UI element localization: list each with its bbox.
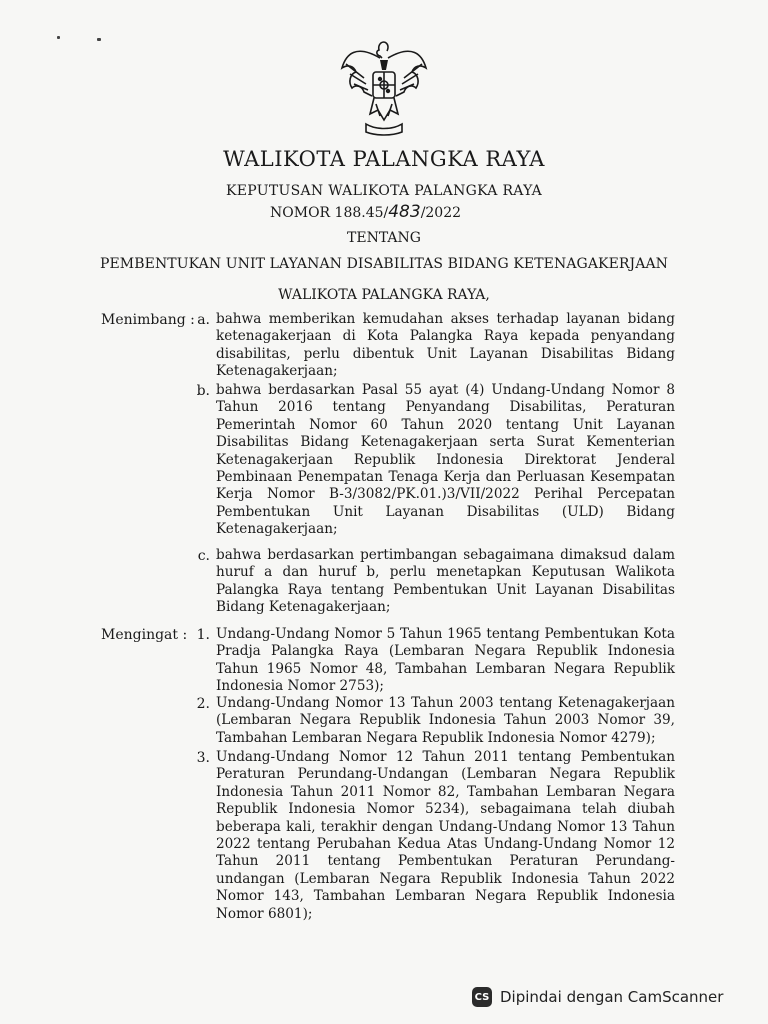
- camscanner-watermark: [472, 982, 762, 1012]
- scan-speck: [57, 36, 60, 39]
- decree-subject: PEMBENTUKAN UNIT LAYANAN DISABILITAS BIDANG KETENAGAKERJAAN: [99, 256, 669, 272]
- mayor-heading: WALIKOTA PALANGKA RAYA,: [278, 287, 490, 303]
- camscanner-text: Dipindai dengan CamScanner: [500, 988, 724, 1006]
- camscanner-icon: CS: [472, 987, 492, 1007]
- scan-speck: [97, 38, 101, 41]
- decree-heading: KEPUTUSAN WALIKOTA PALANGKA RAYA: [226, 183, 542, 199]
- mengingat-item-3: Undang-Undang Nomor 12 Tahun 2011 tentang Pembentukan Peraturan Perundang-Undangan (Lembaran Negara Republik Indonesia Tahun 2011 Nomor 82, Tambahan Lembaran Negara Republik Indonesia Nomor 5234), sebagaimana telah diubah beberapa kali, terakhir dengan Undang-Undang Nomor 13 Tahun 2022 tentang Perubahan Kedua Atas Undang-Undang Nomor 12 Tahun 2011 tentang Pembentukan Peraturan Perundang-undangan (Lembaran Negara Republik Indonesia Tahun 2022 Nomor 143, Tambahan Lembaran Negara Republik Indonesia Nomor 6801);: [216, 749, 675, 922]
- menimbang-marker-a: a.: [197, 312, 210, 328]
- menimbang-marker-c: c.: [197, 548, 210, 564]
- mengingat-marker-3: 3.: [196, 750, 210, 766]
- mengingat-label: Mengingat :: [101, 627, 188, 643]
- menimbang-marker-b: b.: [196, 383, 210, 399]
- menimbang-item-b: bahwa berdasarkan Pasal 55 ayat (4) Undang-Undang Nomor 8 Tahun 2016 tentang Penyandang Disabilitas, Peraturan Pemerintah Nomor 60 Tahun 2020 tentang Unit Layanan Disabilitas Bidang Ketenagakerjaan serta Surat Kementerian Ketenagakerjaan Republik Indonesia Direktorat Jenderal Pembinaan Penempatan Tenaga Kerja dan Perluasan Kesempatan Kerja Nomor B-3/3082/PK.01.)3/VII/2022 Perihal Percepatan Pembentukan Unit Layanan Disabilitas (ULD) Bidang Ketenagakerjaan;: [216, 382, 675, 538]
- decree-number-handwritten: 483: [388, 202, 421, 222]
- menimbang-item-c: bahwa berdasarkan pertimbangan sebagaimana dimaksud dalam huruf a dan huruf b, perlu menetapkan Keputusan Walikota Palangka Raya tentang Pembentukan Unit Layanan Disabilitas Bidang Ketenagakerjaan;: [216, 547, 675, 616]
- document-title: WALIKOTA PALANGKA RAYA: [223, 147, 545, 171]
- mengingat-marker-2: 2.: [196, 696, 210, 712]
- mengingat-marker-1: 1.: [196, 627, 210, 643]
- decree-number-prefix: NOMOR 188.45/: [270, 205, 389, 221]
- mengingat-item-1: Undang-Undang Nomor 5 Tahun 1965 tentang Pembentukan Kota Pradja Palangka Raya (Lembaran Negara Republik Indonesia Tahun 1965 Nomor 48, Tambahan Lembaran Negara Republik Indonesia Nomor 2753);: [216, 626, 675, 695]
- decree-number-suffix: /2022: [420, 205, 462, 221]
- menimbang-item-a: bahwa memberikan kemudahan akses terhadap layanan bidang ketenagakerjaan di Kota Palangka Raya kepada penyandang disabilitas, perlu dibentuk Unit Layanan Disabilitas Bidang Ketenagakerjaan;: [216, 311, 675, 380]
- menimbang-label: Menimbang :: [101, 312, 195, 328]
- tentang-heading: TENTANG: [347, 230, 421, 246]
- mengingat-item-2: Undang-Undang Nomor 13 Tahun 2003 tentang Ketenagakerjaan (Lembaran Negara Republik Indonesia Tahun 2003 Nomor 39, Tambahan Lembaran Negara Republik Indonesia Nomor 4279);: [216, 695, 675, 746]
- garuda-emblem-icon: [336, 34, 432, 138]
- decree-number: [270, 202, 461, 222]
